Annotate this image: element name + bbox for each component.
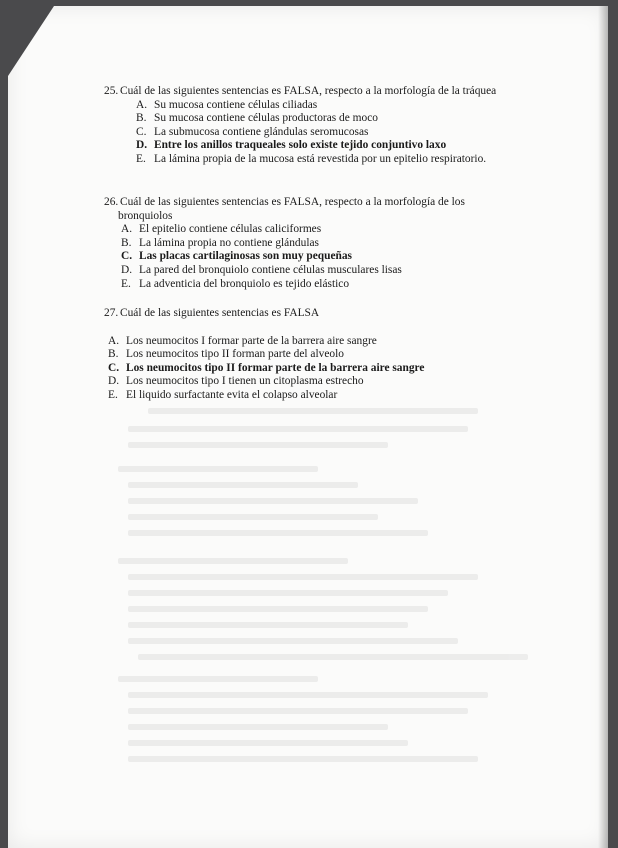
option-d-correct bbox=[136, 139, 508, 153]
question-25 bbox=[104, 85, 508, 167]
option-c bbox=[136, 126, 508, 140]
question-number: 26. bbox=[104, 196, 119, 208]
question-26 bbox=[104, 196, 508, 291]
question-text: Cuál de las siguientes sentencias es FALSA bbox=[120, 307, 320, 319]
option-text: Su mucosa contiene células productoras de moco bbox=[154, 112, 378, 125]
option-text: Las placas cartilaginosas son muy pequeñas bbox=[139, 250, 352, 263]
option-letter: E. bbox=[121, 277, 131, 290]
option-a bbox=[108, 335, 508, 349]
option-letter: D. bbox=[136, 139, 148, 152]
answer-options bbox=[136, 99, 508, 167]
option-letter: E. bbox=[108, 388, 118, 401]
option-b bbox=[136, 112, 508, 126]
option-letter: C. bbox=[108, 361, 120, 374]
option-text: Los neumocitos tipo I tienen un citoplasma estrecho bbox=[126, 375, 364, 388]
option-letter: D. bbox=[108, 375, 120, 388]
option-letter: D. bbox=[121, 263, 133, 276]
option-text: Los neumocitos tipo II formar parte de la barrera aire sangre bbox=[126, 361, 425, 374]
answer-options bbox=[121, 223, 508, 291]
option-text: La lámina propia no contiene glándulas bbox=[139, 236, 319, 249]
question-stem bbox=[104, 196, 508, 223]
option-letter: A. bbox=[108, 334, 120, 347]
option-e bbox=[136, 153, 508, 167]
option-text: La adventicia del bronquiolo es tejido elástico bbox=[139, 277, 350, 290]
option-a bbox=[121, 223, 508, 237]
option-text: Entre los anillos traqueales solo existe tejido conjuntivo laxo bbox=[154, 139, 447, 152]
option-text: Los neumocitos I formar parte de la barrera aire sangre bbox=[126, 334, 377, 347]
option-b bbox=[121, 237, 508, 251]
option-letter: A. bbox=[136, 98, 148, 111]
option-letter: A. bbox=[121, 223, 133, 236]
document-page bbox=[8, 6, 608, 848]
option-d bbox=[108, 375, 508, 389]
option-c-correct bbox=[121, 250, 508, 264]
option-text: La pared del bronquiolo contiene células musculares lisas bbox=[139, 263, 402, 276]
answer-options bbox=[108, 335, 508, 403]
option-text: El liquido surfactante evita el colapso alveolar bbox=[126, 388, 338, 401]
option-letter: C. bbox=[136, 125, 147, 138]
question-text: Cuál de las siguientes sentencias es FALSA, respecto a la morfología de la tráquea bbox=[120, 85, 497, 97]
option-e bbox=[121, 278, 508, 292]
option-b bbox=[108, 348, 508, 362]
option-d bbox=[121, 264, 508, 278]
question-stem bbox=[104, 85, 508, 99]
option-letter: C. bbox=[121, 250, 133, 263]
option-text: El epitelio contiene células caliciformes bbox=[139, 223, 322, 236]
option-text: La lámina propia de la mucosa está revestida por un epitelio respiratorio. bbox=[154, 152, 487, 165]
option-letter: B. bbox=[108, 348, 119, 361]
question-stem bbox=[104, 307, 508, 321]
option-text: Los neumocitos tipo II forman parte del alveolo bbox=[126, 348, 344, 361]
question-number: 25. bbox=[104, 85, 119, 97]
option-text: La submucosa contiene glándulas seromucosas bbox=[154, 125, 369, 138]
option-a bbox=[136, 99, 508, 113]
option-text: Su mucosa contiene células ciliadas bbox=[154, 98, 318, 111]
option-c-correct bbox=[108, 362, 508, 376]
question-number: 27. bbox=[104, 307, 119, 319]
option-letter: B. bbox=[121, 236, 132, 249]
option-letter: B. bbox=[136, 112, 147, 125]
option-e bbox=[108, 389, 508, 403]
question-text: Cuál de las siguientes sentencias es FALSA, respecto a la morfología de los bronquiolos bbox=[118, 196, 465, 222]
page-edge-shadow bbox=[598, 6, 608, 848]
option-letter: E. bbox=[136, 152, 146, 165]
question-27 bbox=[104, 307, 508, 403]
